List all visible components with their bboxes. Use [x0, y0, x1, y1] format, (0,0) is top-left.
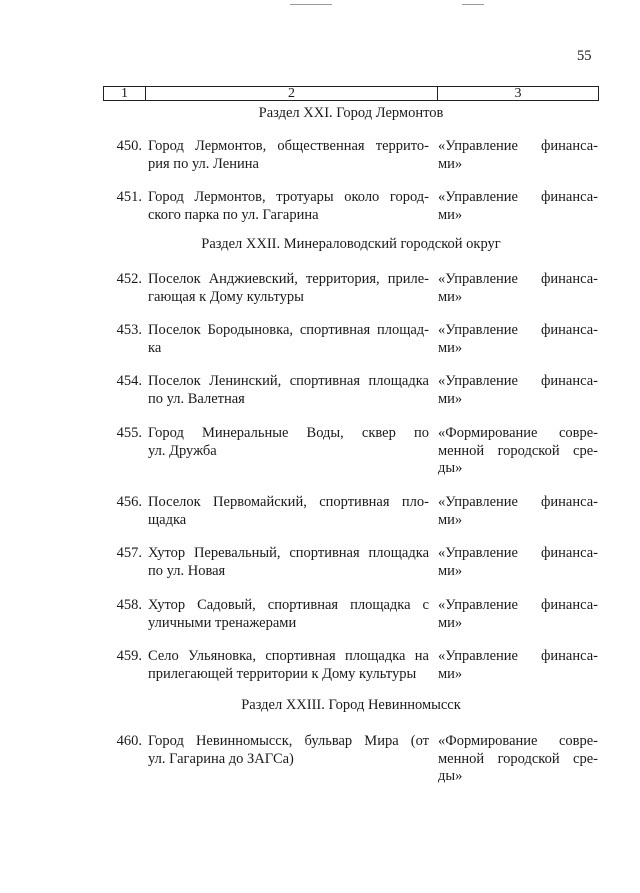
- program-name: «Управление финанса- ми»: [438, 648, 598, 682]
- column-header-row: [103, 86, 599, 101]
- object-description: Хутор Перевальный, спортивная площадка по ул. Новая: [148, 545, 429, 579]
- row-number: 451.: [116, 189, 142, 205]
- scan-artifact-right: [462, 4, 484, 5]
- program-name: «Управление финанса- ми»: [438, 189, 598, 223]
- row-number: 458.: [116, 597, 142, 613]
- program-name: «Управление финанса- ми»: [438, 138, 598, 172]
- page-number: 55: [577, 48, 592, 64]
- object-description: Поселок Бородыновка, спортивная площад- ка: [148, 322, 429, 356]
- object-description: Город Лермонтов, общественная террито- рия по ул. Ленина: [148, 138, 429, 172]
- row-number: 460.: [116, 733, 142, 749]
- row-number: 450.: [116, 138, 142, 154]
- program-name: «Управление финанса- ми»: [438, 373, 598, 407]
- program-name: «Формирование совре- менной городской сре- ды»: [438, 733, 598, 784]
- column-header-1: 1: [104, 87, 146, 100]
- column-header-2: 2: [146, 87, 438, 100]
- section-heading-xxi: Раздел XXI. Город Лермонтов: [258, 105, 444, 121]
- scan-artifact-left: [290, 4, 332, 5]
- object-description: Город Минеральные Воды, сквер по ул. Дружба: [148, 425, 429, 459]
- row-number: 456.: [116, 494, 142, 510]
- object-description: Хутор Садовый, спортивная площадка с уличными тренажерами: [148, 597, 429, 631]
- program-name: «Управление финанса- ми»: [438, 545, 598, 579]
- program-name: «Управление финанса- ми»: [438, 494, 598, 528]
- program-name: «Управление финанса- ми»: [438, 597, 598, 631]
- section-heading-xxiii: Раздел XXIII. Город Невинномысск: [241, 697, 461, 713]
- row-number: 452.: [116, 271, 142, 287]
- object-description: Город Лермонтов, тротуары около город- ского парка по ул. Гагарина: [148, 189, 429, 223]
- object-description: Поселок Ленинский, спортивная площадка по ул. Валетная: [148, 373, 429, 407]
- row-number: 453.: [116, 322, 142, 338]
- object-description: Поселок Анджиевский, территория, приле- гающая к Дому культуры: [148, 271, 429, 305]
- program-name: «Формирование совре- менной городской сре- ды»: [438, 425, 598, 476]
- object-description: Село Ульяновка, спортивная площадка на прилегающей территории к Дому культуры: [148, 648, 429, 682]
- row-number: 457.: [116, 545, 142, 561]
- program-name: «Управление финанса- ми»: [438, 271, 598, 305]
- object-description: Поселок Первомайский, спортивная пло- щадка: [148, 494, 429, 528]
- column-header-3: 3: [514, 86, 522, 101]
- program-name: «Управление финанса- ми»: [438, 322, 598, 356]
- row-number: 455.: [116, 425, 142, 441]
- section-heading-xxii: Раздел XXII. Минераловодский городской округ: [201, 236, 501, 252]
- row-number: 459.: [116, 648, 142, 664]
- row-number: 454.: [116, 373, 142, 389]
- object-description: Город Невинномысск, бульвар Мира (от ул. Гагарина до ЗАГСа): [148, 733, 429, 767]
